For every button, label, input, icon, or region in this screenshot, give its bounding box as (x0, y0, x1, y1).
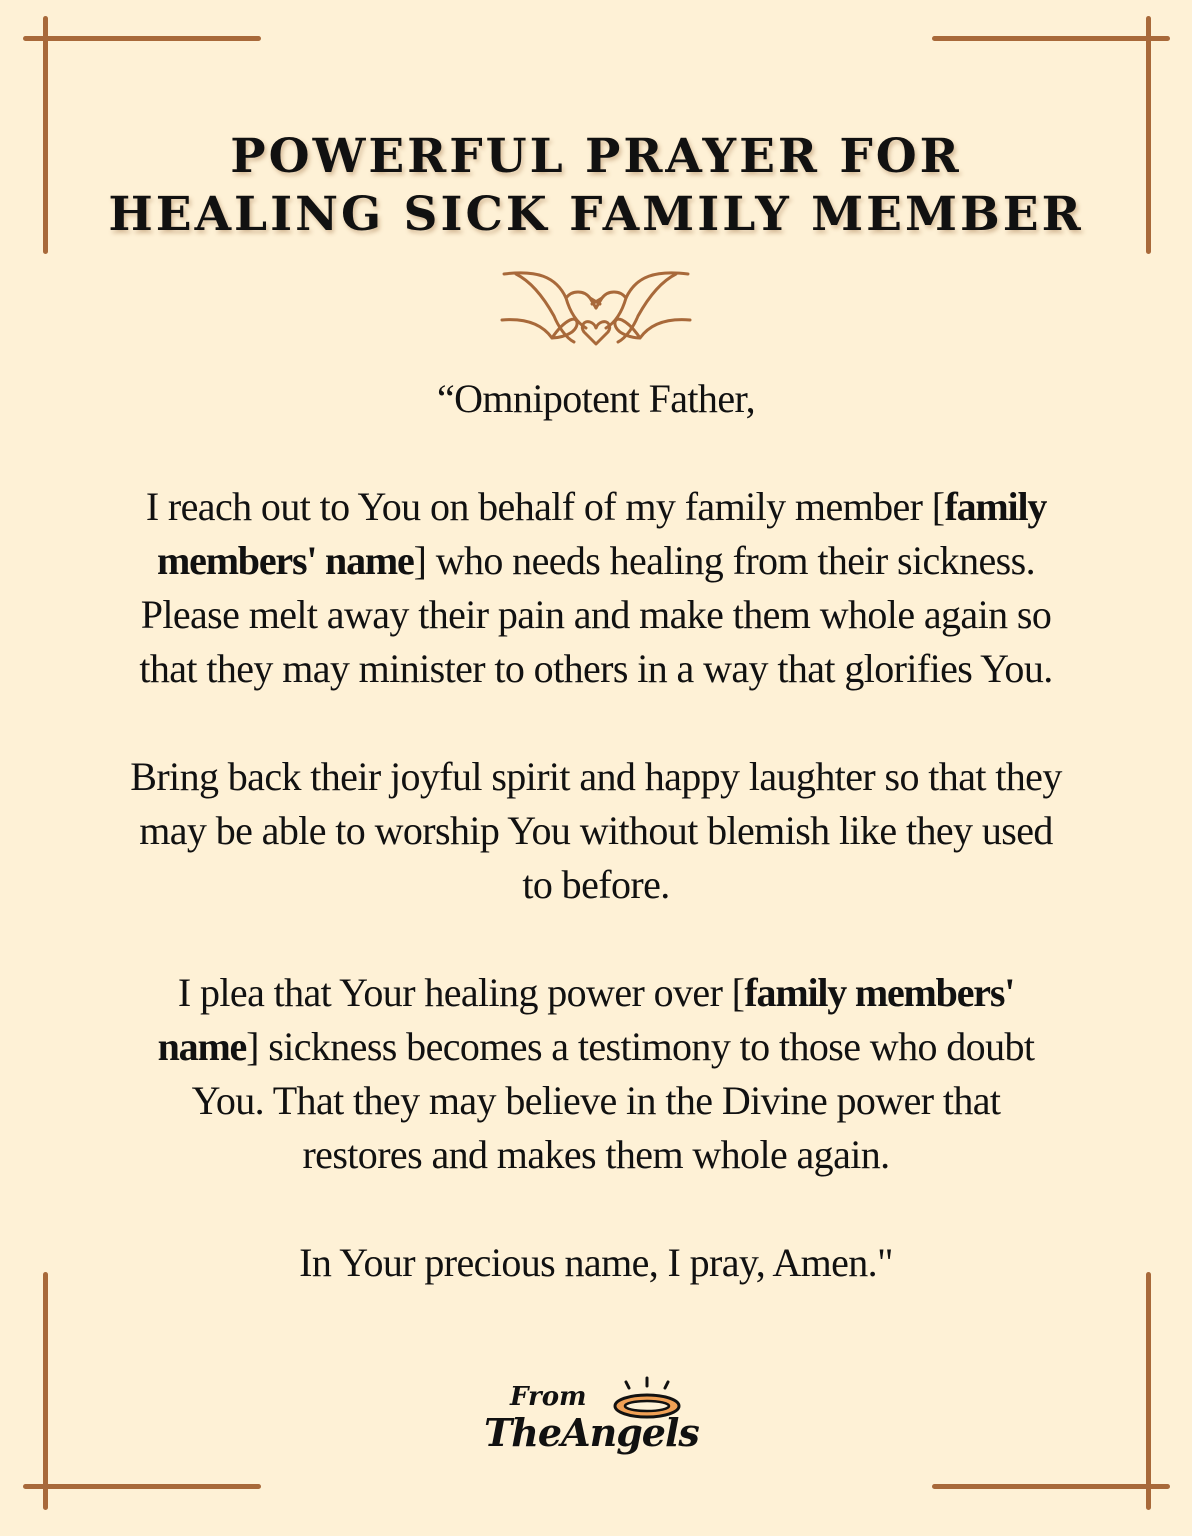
prayer-paragraph-1: I reach out to You on behalf of my family member [family members' name] who needs healing from their sickness. Please melt away their pain and make them whole again so that they may minister to others in a way that glorifies You. (139, 484, 1053, 691)
frame-top-left-horizontal (23, 36, 261, 41)
prayer-body (90, 372, 1102, 1290)
page-title (0, 128, 1192, 244)
frame-top-right-horizontal (932, 36, 1170, 41)
prayer-paragraph-2: Bring back their joyful spirit and happy laughter so that they may be able to worship You without blemish like they used to before. (130, 754, 1062, 907)
title-line-1: POWERFUL PRAYER FOR (230, 129, 962, 184)
logo-from-text: From (510, 1382, 587, 1412)
prayer-closing: In Your precious name, I pray, Amen." (299, 1240, 893, 1285)
frame-bottom-left-vertical (43, 1272, 48, 1510)
placeholder-family-member-name: family members' name (157, 484, 1047, 583)
frame-bottom-left-horizontal (23, 1484, 261, 1489)
doves-heart-icon (496, 268, 696, 354)
frame-bottom-right-vertical (1146, 1272, 1151, 1510)
title-line-2: HEALING SICK FAMILY MEMBER (108, 187, 1084, 242)
from-the-angels-logo (478, 1372, 728, 1472)
frame-bottom-right-horizontal (932, 1484, 1170, 1489)
prayer-paragraph-3: I plea that Your healing power over [family members' name] sickness becomes a testimony to those who doubt You. That they may believe in the Divine power that restores and makes them whole again. (157, 970, 1035, 1177)
logo-name-text: TheAngels (484, 1410, 699, 1455)
placeholder-family-member-name: family members' name (157, 970, 1015, 1069)
prayer-salutation: “Omnipotent Father, (436, 376, 756, 421)
